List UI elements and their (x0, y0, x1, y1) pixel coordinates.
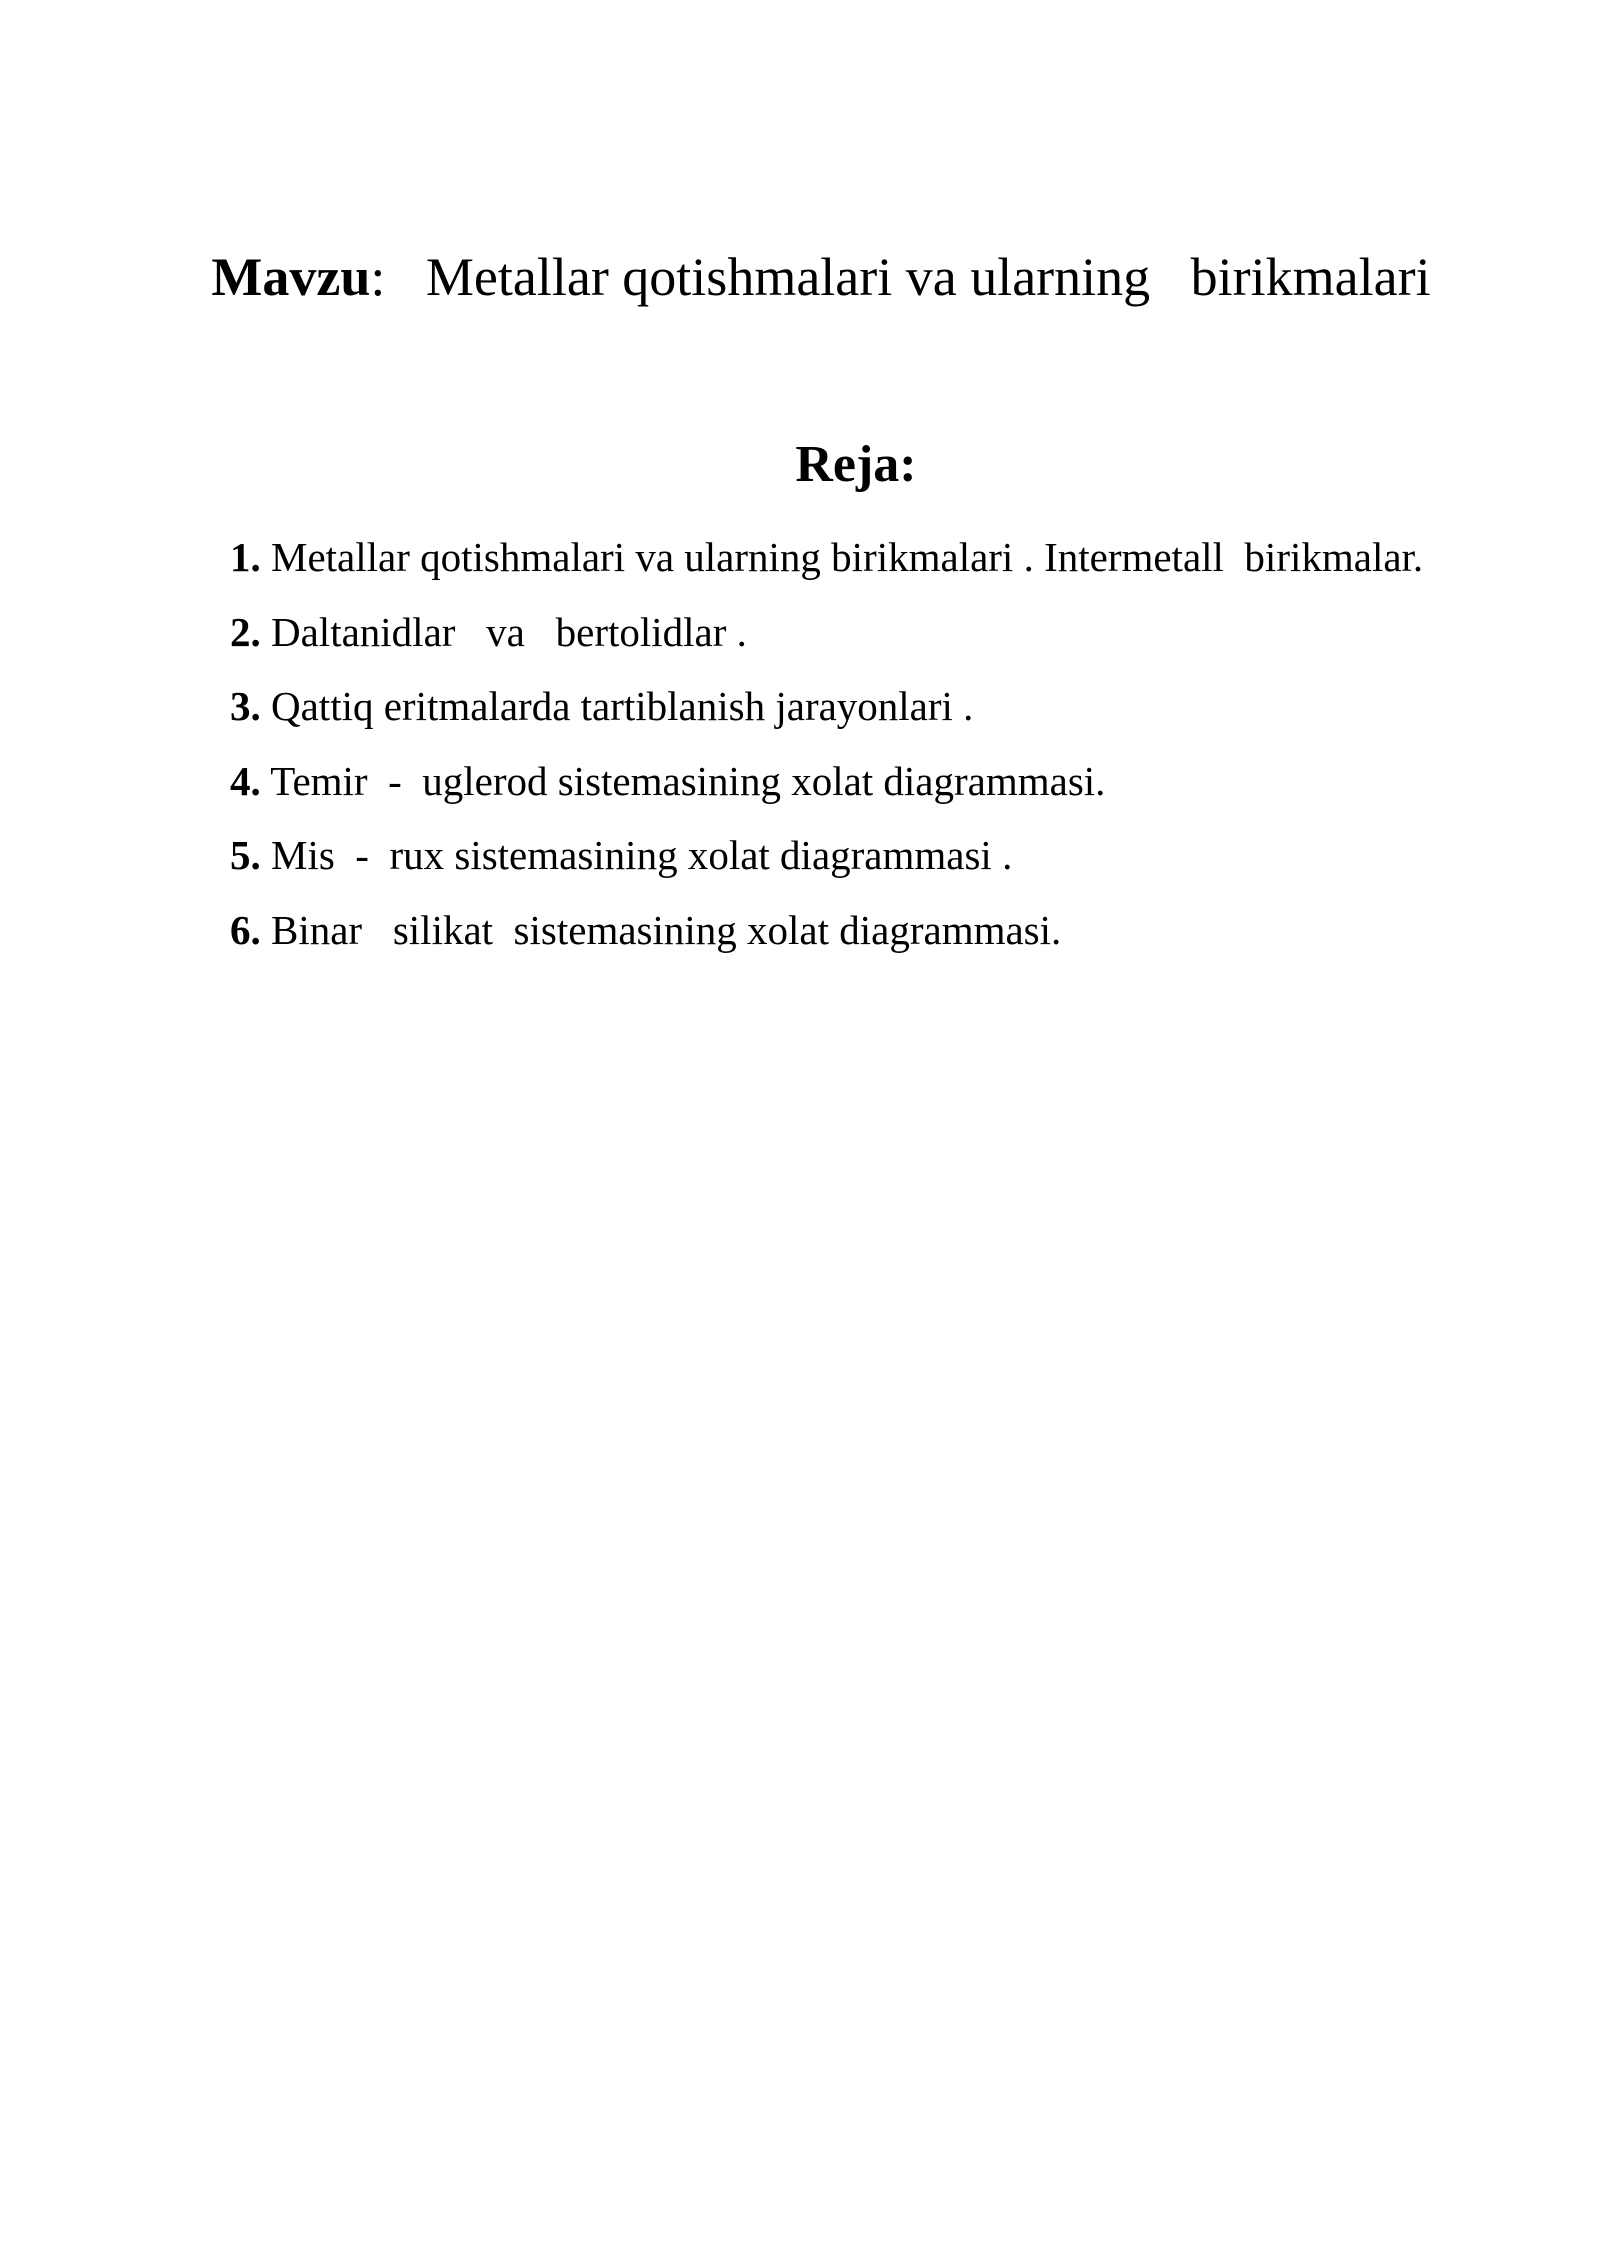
plan-heading: Reja: (795, 436, 917, 493)
plan-item-number: 4. (230, 757, 261, 804)
plan-item-text: Mis - rux sistemasining xolat diagrammasi . (260, 832, 1013, 878)
plan-item-text: Metallar qotishmalari va ularning birikmalari . Intermetall birikmalar. (260, 534, 1424, 580)
plan-item-number: 3. (230, 683, 261, 729)
plan-item-text: Qattiq eritmalarda tartiblanish jarayonlari . (260, 683, 974, 729)
plan-item-text: Daltanidlar va bertolidlar . (260, 608, 747, 655)
topic-text: Metallar qotishmalari va ularning birikmalari (425, 247, 1431, 307)
plan-item-text: Temir - uglerod sistemasining xolat diagrammasi. (260, 757, 1106, 804)
topic-title (0, 242, 1600, 312)
plan-item-number: 1. (230, 534, 261, 580)
plan-item-number: 2. (230, 608, 261, 655)
plan-item (230, 893, 1570, 968)
plan-list (230, 520, 1570, 967)
plan-item-number: 5. (230, 832, 261, 878)
topic-separator: : (370, 247, 426, 307)
plan-item (230, 595, 1570, 670)
plan-item-number: 6. (230, 906, 261, 953)
plan-item (230, 520, 1570, 595)
plan-item (230, 669, 1570, 744)
topic-label: Mavzu (211, 247, 371, 307)
plan-item (230, 818, 1570, 893)
plan-item (230, 744, 1570, 819)
plan-item-text: Binar silikat sistemasining xolat diagrammasi. (260, 906, 1062, 953)
